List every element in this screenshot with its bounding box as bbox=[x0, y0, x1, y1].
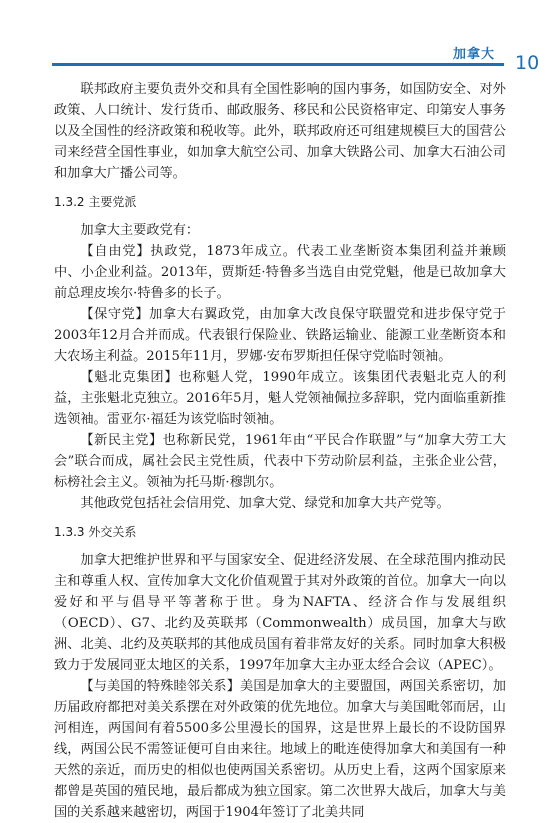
paragraph-new-democratic-party: 【新民主党】也称新民党，1961年由“平民合作联盟”与“加拿大劳工大会”联合而成，属社会民主党性质，代表中下劳动阶层利益，主张企业公营，标榜社会主义。领袖为托马斯·穆凯尔。 bbox=[54, 433, 506, 490]
page-number: 10 bbox=[515, 52, 540, 74]
paragraph-bloc-quebecois: 【魁北克集团】也称魁人党，1990年成立。该集团代表魁北克人的利益，主张魁北克独立。2016年5月，魁人党领袖佩拉多辞职，党内面临重新推选领袖。雷亚尔·福廷为该党临时领袖。 bbox=[54, 370, 506, 427]
header-rule bbox=[52, 63, 504, 66]
paragraph-conservative-party: 【保守党】加拿大右翼政党，由加拿大改良保守联盟党和进步保守党于2003年12月合并而成。代表银行保险业、铁路运输业、能源工业垄断资本和大农场主利益。2015年11月，罗娜·安布罗斯担任保守党临时领袖。 bbox=[54, 307, 506, 364]
paragraph-other-parties: 其他政党包括社会信用党、加拿大党、绿党和加拿大共产党等。 bbox=[80, 496, 450, 511]
section-heading-main-parties: 1.3.2 主要党派 bbox=[54, 195, 137, 209]
page-body bbox=[54, 79, 506, 823]
parties-lead: 加拿大主要政党有： bbox=[80, 223, 200, 238]
section-heading-foreign-relations: 1.3.3 外交关系 bbox=[54, 525, 137, 539]
paragraph-foreign-policy: 加拿大把维护世界和平与国家安全、促进经济发展、在全球范围内推动民主和尊重人权、宣传加拿大文化价值观置于其对外政策的首位。加拿大一向以爱好和平与倡导平等著称于世。身为NAFTA、经济合作与发展组织（OECD）、G7、北约及英联邦（Commonwealth）成员国，加拿大与欧洲、北美、北约及英联邦的其他成员国有着非常友好的关系。同时加拿大积极致力于发展同亚太地区的关系，1997年加拿大主办亚太经合会议（APEC）。 bbox=[54, 553, 506, 673]
intro-paragraph: 联邦政府主要负责外交和具有全国性影响的国内事务，如国防安全、对外政策、人口统计、发行货币、邮政服务、移民和公民资格审定、印第安人事务以及全国性的经济政策和税收等。此外，联邦政府还可组建规模巨大的国营公司来经营全国性事业，如加拿大航空公司、加拿大铁路公司、加拿大石油公司和加拿大广播公司等。 bbox=[54, 82, 506, 181]
paragraph-liberal-party: 【自由党】执政党，1873年成立。代表工业垄断资本集团利益并兼顾中、小企业利益。2013年，贾斯廷·特鲁多当选自由党党魁，他是已故加拿大前总理皮埃尔·特鲁多的长子。 bbox=[54, 244, 506, 301]
paragraph-us-relations: 【与美国的特殊睦邻关系】美国是加拿大的主要盟国，两国关系密切，加历届政府都把对美关系摆在对外政策的优先地位。加拿大与美国毗邻而居，山河相连，两国间有着5500多公里漫长的国界，这是世界上最长的不设防国界线，两国公民不需签证便可自由来往。地域上的毗连使得加拿大和美国有一种天然的亲近，而历史的相似也使两国关系密切。从历史上看，这两个国家原来都曾是英国的殖民地，最后都成为独立国家。第二次世界大战后，加拿大与美国的关系越来越密切，两国于1904年签订了北美共同 bbox=[54, 679, 506, 820]
running-header-title: 加拿大 bbox=[452, 47, 495, 62]
